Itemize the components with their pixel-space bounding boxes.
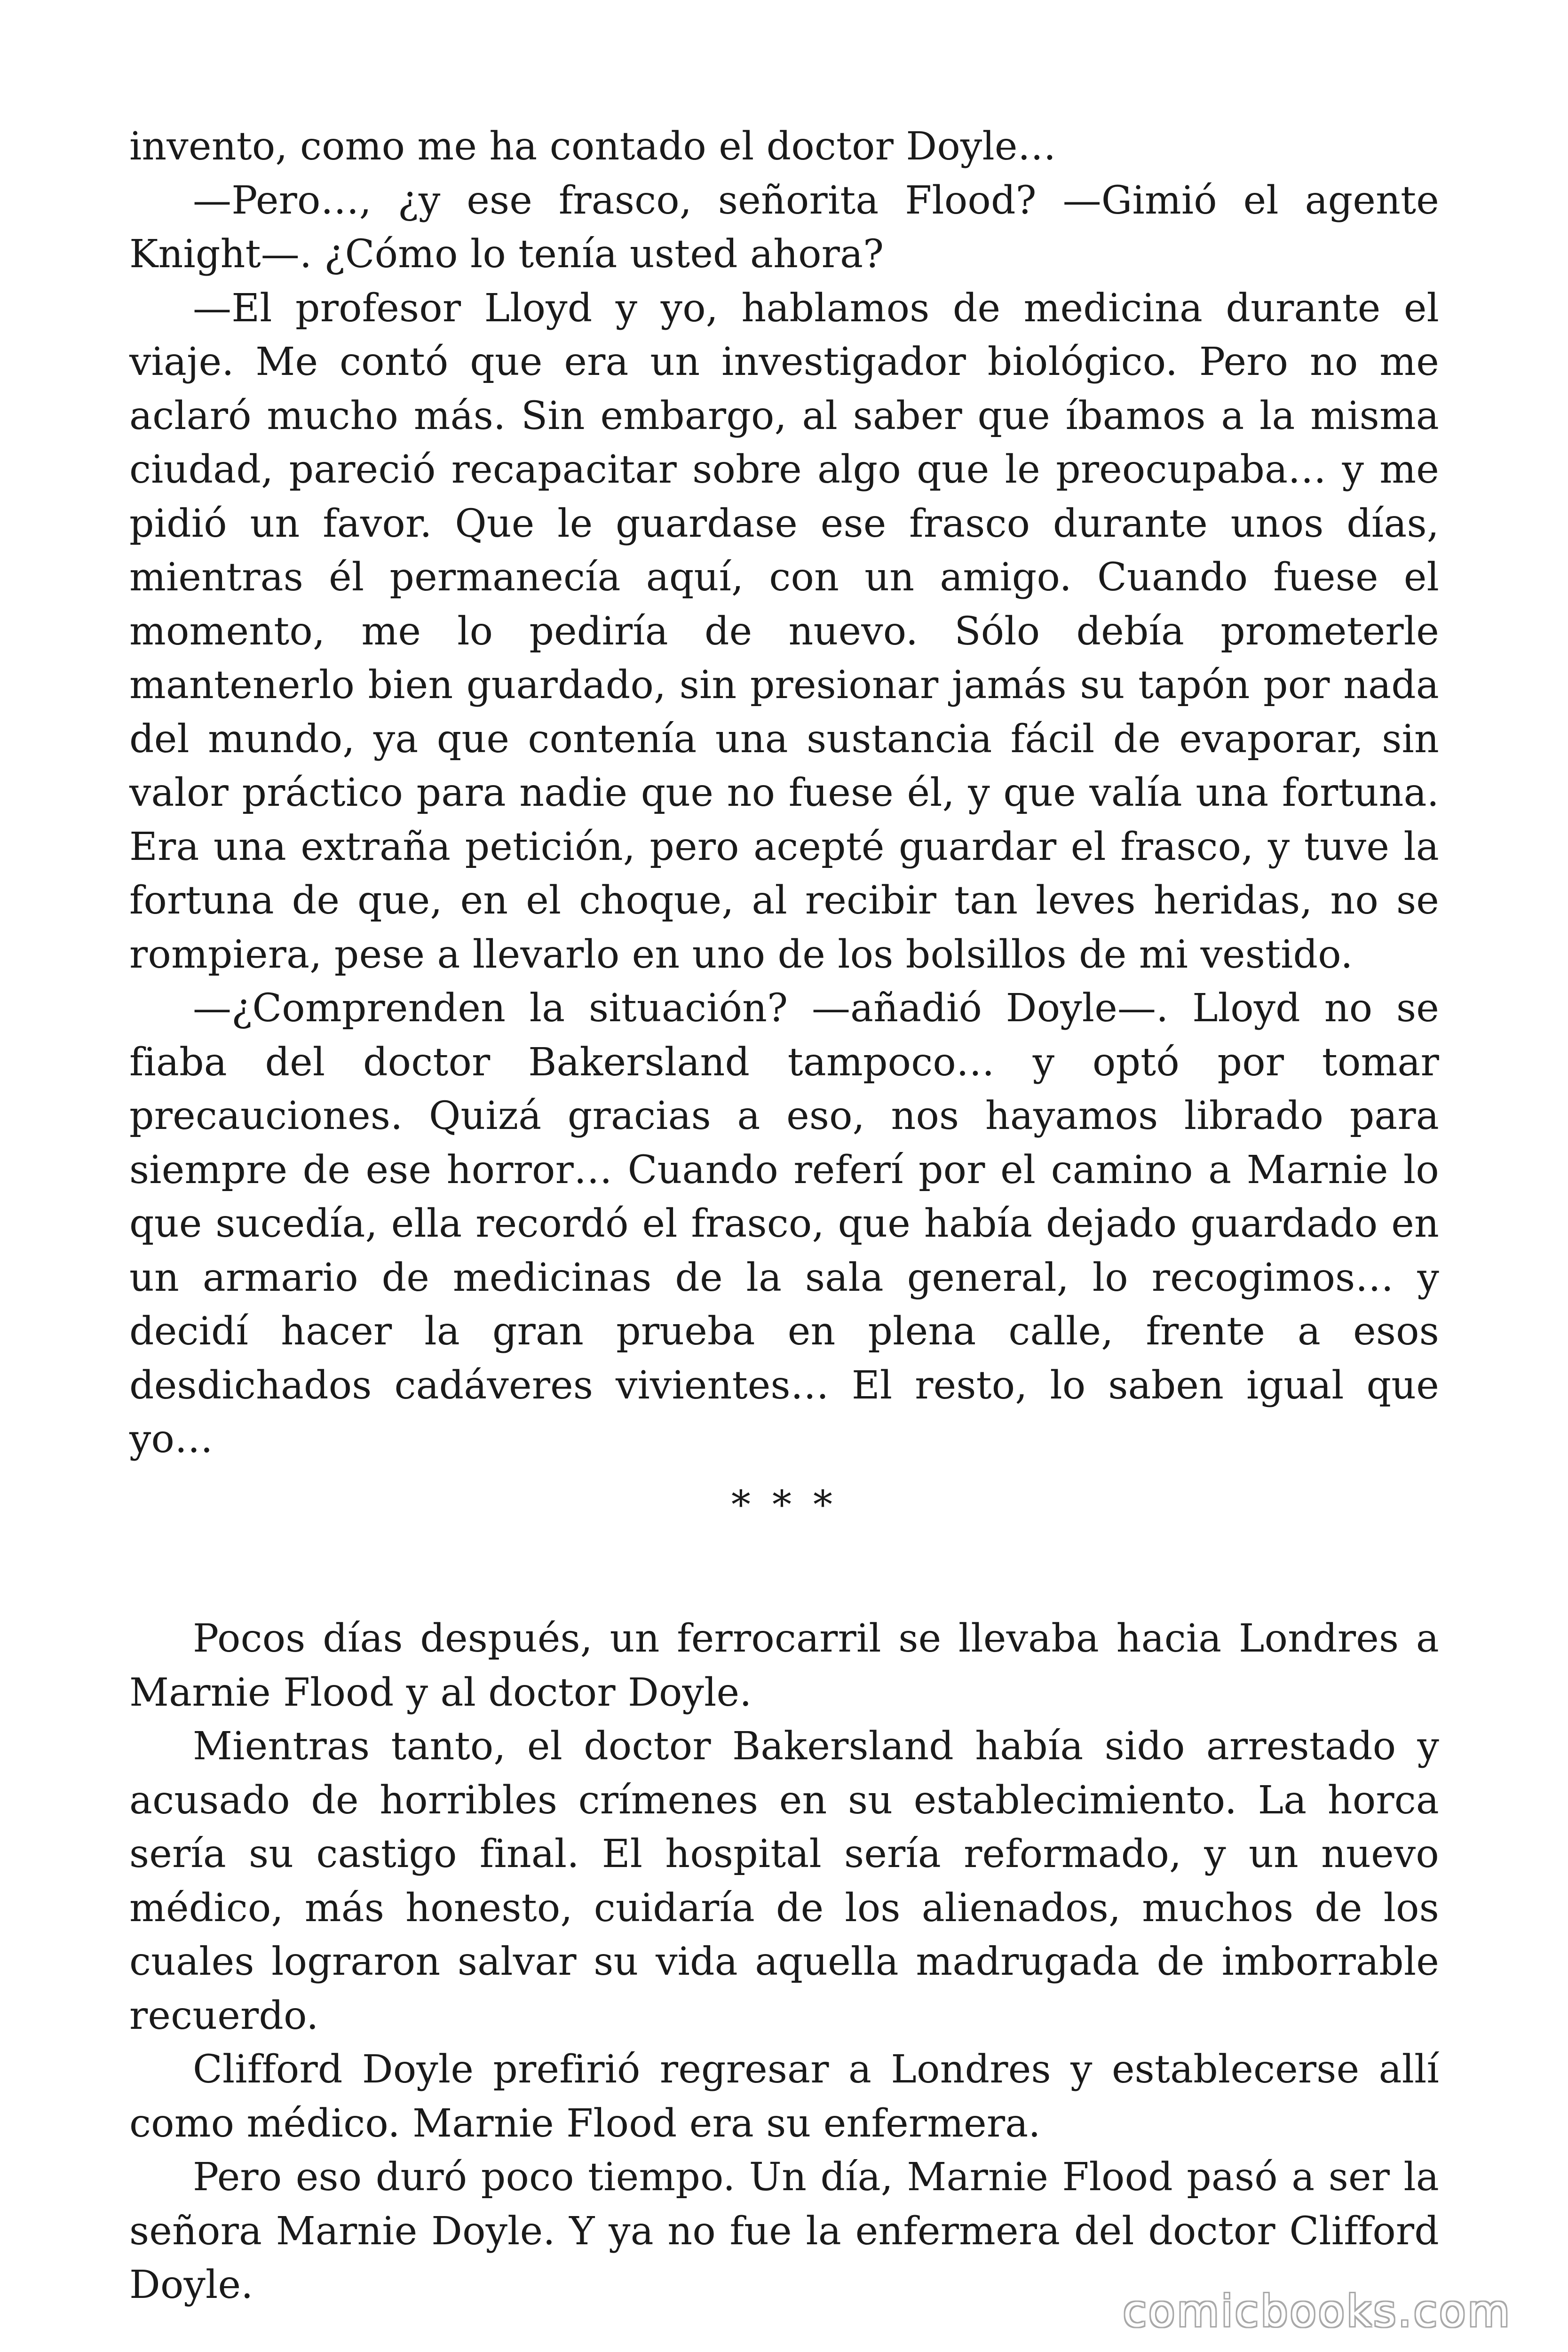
paragraph-epilogue-1: Pocos días después, un ferrocarril se llevaba hacia Londres a Marnie Flood y al doctor Doyle.: [129, 1616, 1439, 1715]
watermark-logo: comicbooks.com: [1123, 2286, 1512, 2336]
section-break: * * *: [731, 1482, 838, 1527]
paragraph-dialogue-doyle: —¿Comprenden la situación? —añadió Doyle—. Lloyd no se fiaba del doctor Bakersland tampoco… y optó por tomar precauciones. Quizá gracias a eso, nos hayamos librado para siempre de ese horror… Cuando referí por el camino a Marnie lo que sucedía, ella recordó el frasco, que había dejado guardado en un armario de medicinas de la sala general, lo recogimos… y decidí hacer la gran prueba en plena calle, frente a esos desdichados cadáveres vivientes… El resto, lo saben igual que yo…: [129, 986, 1439, 1462]
paragraph-epilogue-4: Pero eso duró poco tiempo. Un día, Marnie Flood pasó a ser la señora Marnie Doyle. Y ya no fue la enfermera del doctor Clifford Doyle.: [129, 2155, 1439, 2307]
paragraph-continuation: invento, como me ha contado el doctor Doyle…: [129, 124, 1056, 169]
book-page: [129, 120, 1439, 2312]
paragraph-epilogue-3: Clifford Doyle prefirió regresar a Londres y establecerse allí como médico. Marnie Flood era su enfermera.: [129, 2047, 1439, 2146]
paragraph-dialogue-flood: —El profesor Lloyd y yo, hablamos de medicina durante el viaje. Me contó que era un investigador biológico. Pero no me aclaró mucho más. Sin embargo, al saber que íbamos a la misma ciudad, pareció recapacitar sobre algo que le preocupaba… y me pidió un favor. Que le guardase ese frasco durante unos días, mientras él permanecía aquí, con un amigo. Cuando fuese el momento, me lo pediría de nuevo. Sólo debía prometerle mantenerlo bien guardado, sin presionar jamás su tapón por nada del mundo, ya que contenía una sustancia fácil de evaporar, sin valor práctico para nadie que no fuese él, y que valía una fortuna. Era una extraña petición, pero acepté guardar el frasco, y tuve la fortuna de que, en el choque, al recibir tan leves heridas, no se rompiera, pese a llevarlo en uno de los bolsillos de mi vestido.: [129, 286, 1439, 977]
paragraph-epilogue-2: Mientras tanto, el doctor Bakersland había sido arrestado y acusado de horribles crímenes en su establecimiento. La horca sería su castigo final. El hospital sería reformado, y un nuevo médico, más honesto, cuidaría de los alienados, muchos de los cuales lograron salvar su vida aquella madrugada de imborrable recuerdo.: [129, 1724, 1439, 2038]
paragraph-dialogue-knight: —Pero…, ¿y ese frasco, señorita Flood? —Gimió el agente Knight—. ¿Cómo lo tenía usted ahora?: [129, 178, 1439, 277]
